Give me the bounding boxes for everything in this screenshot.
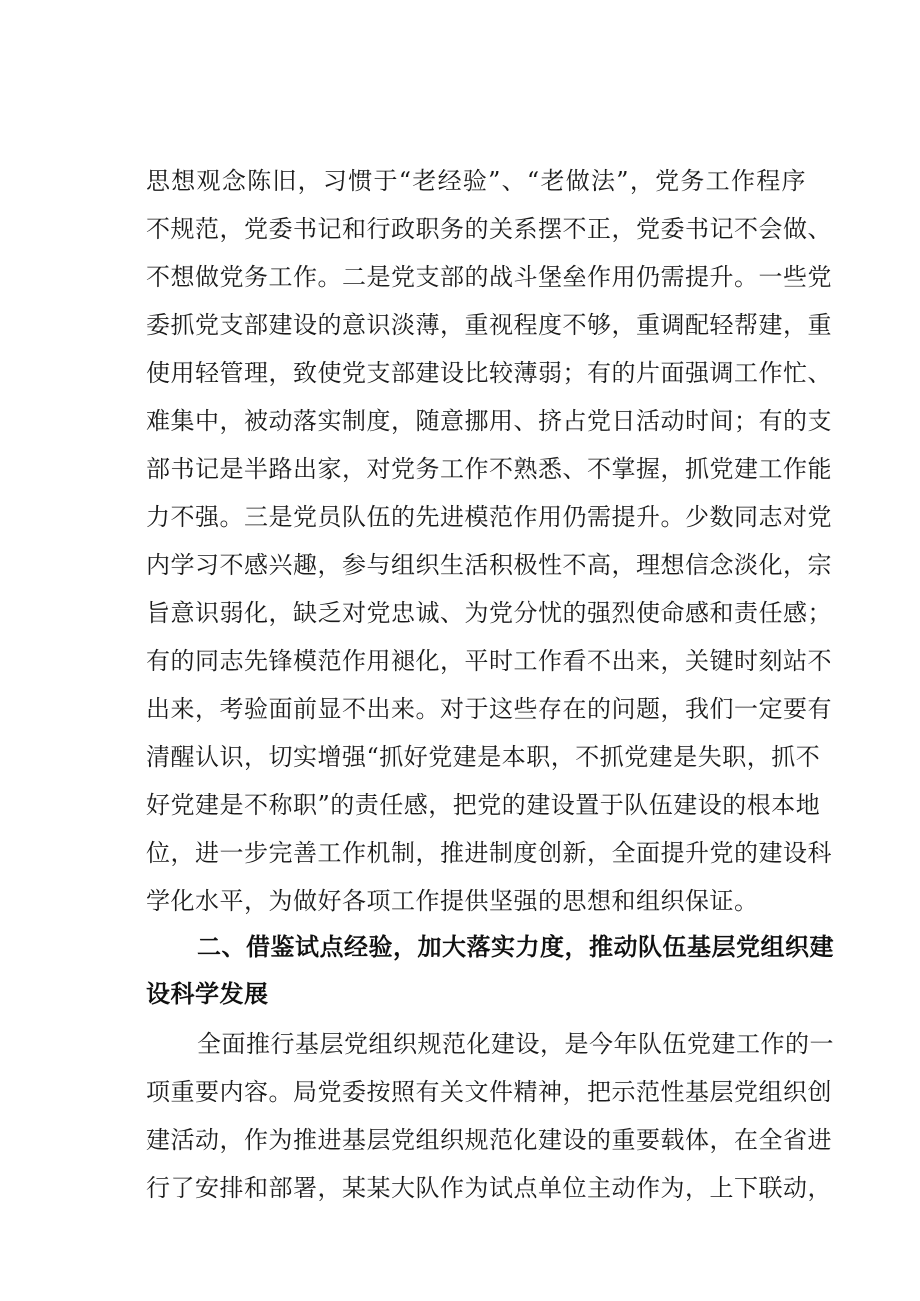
body-text-line: 难集中，被动落实制度，随意挪用、挤占党日活动时间；有的支 [146,407,832,435]
body-text-line: 旨意识弱化，缺乏对党忠诚、为党分忧的强烈使命感和责任感； [146,599,832,627]
body-text-line: 思想观念陈旧，习惯于“老经验”、“老做法”，党务工作程序 [146,167,806,195]
body-text-line: 行了安排和部署，某某大队作为试点单位主动作为，上下联动， [146,1174,832,1202]
body-text-line: 学化水平，为做好各项工作提供坚强的思想和组织保证。 [146,887,759,915]
body-text-line: 项重要内容。局党委按照有关文件精神，把示范性基层党组织创 [146,1078,832,1106]
body-text-line: 不规范，党委书记和行政职务的关系摆不正，党委书记不会做、 [146,215,832,243]
section-heading-line: 二、借鉴试点经验，加大落实力度，推动队伍基层党组织建 [197,933,834,961]
section-heading-line: 设科学发展 [146,980,269,1008]
body-text-line: 部书记是半路出家，对党务工作不熟悉、不掌握，抓党建工作能 [146,455,832,483]
body-text-line: 内学习不感兴趣，参与组织生活积极性不高，理想信念淡化，宗 [146,551,832,579]
body-text-line: 有的同志先锋模范作用褪化，平时工作看不出来，关键时刻站不 [146,647,832,675]
body-text-line: 委抓党支部建设的意识淡薄，重视程度不够，重调配轻帮建，重 [146,311,832,339]
body-text-line: 不想做党务工作。二是党支部的战斗堡垒作用仍需提升。一些党 [146,263,832,291]
body-text-line: 力不强。三是党员队伍的先进模范作用仍需提升。少数同志对党 [146,503,832,531]
body-text-line: 清醒认识，切实增强“抓好党建是本职，不抓党建是失职，抓不 [146,743,821,771]
body-text-line: 出来，考验面前显不出来。对于这些存在的问题，我们一定要有 [146,695,832,723]
body-text-line: 位，进一步完善工作机制，推进制度创新，全面提升党的建设科 [146,839,832,867]
body-text-line: 使用轻管理，致使党支部建设比较薄弱；有的片面强调工作忙、 [146,359,832,387]
body-text-line: 好党建是不称职”的责任感，把党的建设置于队伍建设的根本地 [146,791,821,819]
body-text-line: 全面推行基层党组织规范化建设，是今年队伍党建工作的一 [197,1030,834,1058]
body-text-line: 建活动，作为推进基层党组织规范化建设的重要载体，在全省进 [146,1126,832,1154]
